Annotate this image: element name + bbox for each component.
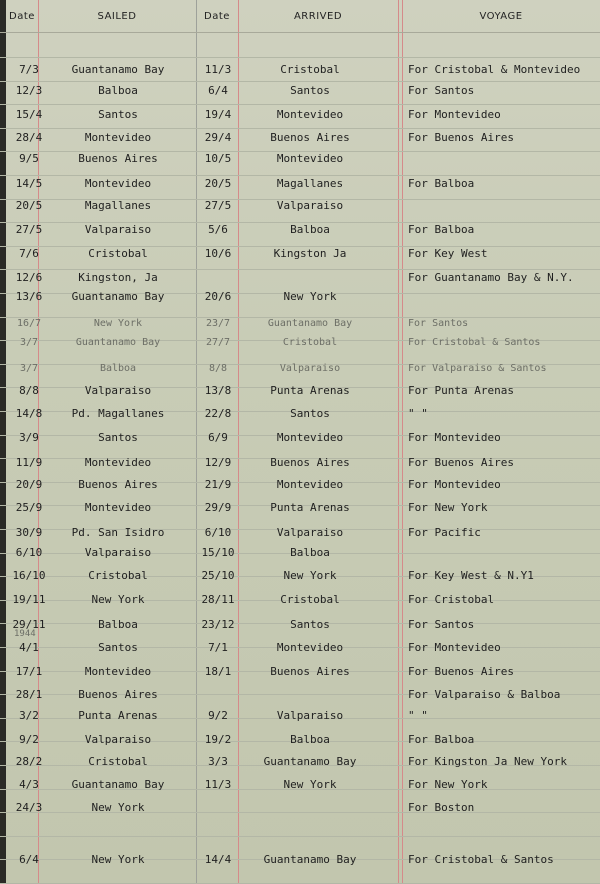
date-sailed-cell: 16/10 xyxy=(12,569,46,582)
sailed-port-cell: Valparaiso xyxy=(84,546,152,559)
date-sailed-cell: 4/1 xyxy=(19,641,39,654)
voyage-cell: For Montevideo xyxy=(408,108,501,121)
date-arrived-cell: 23/7 xyxy=(205,318,231,329)
sailed-port-cell: Balboa xyxy=(99,363,137,374)
date-sailed-cell: 15/4 xyxy=(15,108,43,121)
date-arrived-cell: 19/4 xyxy=(204,108,232,121)
voyage-cell: For Buenos Aires xyxy=(408,131,514,144)
ruled-line xyxy=(0,269,600,270)
date-arrived-cell: 22/8 xyxy=(204,407,232,420)
arrived-port-cell: Guantanamo Bay xyxy=(263,755,357,768)
arrived-port-cell: Punta Arenas xyxy=(270,384,350,397)
arrived-port-cell: Guantanamo Bay xyxy=(267,318,353,329)
sailed-port-cell: Santos xyxy=(98,431,138,444)
arrived-port-cell: Balboa xyxy=(290,733,330,746)
date-arrived-cell: 20/6 xyxy=(204,290,232,303)
arrived-port-cell: Cristobal xyxy=(280,593,340,606)
date-arrived-cell: 11/3 xyxy=(204,63,232,76)
date-sailed-cell: 13/6 xyxy=(15,290,43,303)
voyage-cell: For Cristobal xyxy=(408,593,495,606)
sailed-port-cell: Kingston, Ja xyxy=(78,271,158,284)
date-arrived-cell: 5/6 xyxy=(208,223,228,236)
date-sailed-cell: 7/3 xyxy=(19,63,39,76)
voyage-cell: For Cristobal & Santos xyxy=(408,853,554,866)
sailed-port-cell: Buenos Aires xyxy=(78,478,158,491)
arrived-port-cell: Cristobal xyxy=(280,63,340,76)
arrived-port-cell: Montevideo xyxy=(276,641,344,654)
arrived-port-cell: New York xyxy=(283,569,337,582)
voyage-cell: " " xyxy=(408,407,428,420)
date-arrived-cell: 27/7 xyxy=(205,337,231,348)
sailed-port-cell: Santos xyxy=(98,641,138,654)
date-arrived-cell: 3/3 xyxy=(208,755,228,768)
sailed-port-cell: Guantanamo Bay xyxy=(71,290,165,303)
arrived-port-cell: Magallanes xyxy=(276,177,344,190)
arrived-port-cell: Buenos Aires xyxy=(270,131,350,144)
date-arrived-cell: 18/1 xyxy=(204,665,232,678)
sailed-port-cell: Valparaiso xyxy=(84,733,152,746)
header-arrived: ARRIVED xyxy=(293,10,343,22)
voyage-cell: For Santos xyxy=(408,318,469,329)
header-rule xyxy=(0,32,600,33)
voyage-cell: For New York xyxy=(408,778,488,791)
voyage-cell: For Punta Arenas xyxy=(408,384,514,397)
sailed-port-cell: Cristobal xyxy=(88,247,148,260)
sailed-port-cell: New York xyxy=(91,801,145,814)
arrived-port-cell: Buenos Aires xyxy=(270,665,350,678)
arrived-port-cell: Cristobal xyxy=(282,337,338,348)
sailed-port-cell: Cristobal xyxy=(88,755,148,768)
date-sailed-cell: 3/7 xyxy=(19,337,39,348)
date-sailed-cell: 30/9 xyxy=(15,526,43,539)
date-arrived-cell: 10/5 xyxy=(204,152,232,165)
voyage-cell: For Kingston Ja New York xyxy=(408,755,567,768)
ruled-line xyxy=(0,57,600,58)
date-arrived-cell: 20/5 xyxy=(204,177,232,190)
voyage-cell: For Montevideo xyxy=(408,641,501,654)
date-sailed-cell: 20/5 xyxy=(15,199,43,212)
date-arrived-cell: 21/9 xyxy=(204,478,232,491)
sailed-port-cell: Montevideo xyxy=(84,456,152,469)
date-sailed-cell: 28/4 xyxy=(15,131,43,144)
arrived-port-cell: Balboa xyxy=(290,546,330,559)
header-date-sailed: Date xyxy=(9,10,35,22)
arrived-port-cell: Santos xyxy=(290,618,330,631)
arrived-port-cell: Santos xyxy=(290,407,330,420)
voyage-cell: For Buenos Aires xyxy=(408,456,514,469)
date-arrived-cell: 14/4 xyxy=(204,853,232,866)
date-sailed-cell: 28/1 xyxy=(15,688,43,701)
ruled-line xyxy=(0,81,600,82)
sailed-port-cell: Punta Arenas xyxy=(78,709,158,722)
arrived-port-cell: New York xyxy=(283,778,337,791)
voyage-cell: For New York xyxy=(408,501,488,514)
sailed-port-cell: Valparaiso xyxy=(84,384,152,397)
header-voyage: VOYAGE xyxy=(479,10,523,22)
date-arrived-cell: 23/12 xyxy=(201,618,235,631)
date-sailed-cell: 16/7 xyxy=(16,318,42,329)
ruled-line xyxy=(0,104,600,105)
voyage-cell: For Cristobal & Santos xyxy=(408,337,541,348)
column-divider xyxy=(402,0,403,884)
date-sailed-cell: 19/11 xyxy=(12,593,46,606)
date-sailed-cell: 25/9 xyxy=(15,501,43,514)
sailed-port-cell: New York xyxy=(91,853,145,866)
column-divider xyxy=(196,0,197,884)
arrived-port-cell: Santos xyxy=(290,84,330,97)
date-sailed-cell: 28/2 xyxy=(15,755,43,768)
voyage-cell: For Guantanamo Bay & N.Y. xyxy=(408,271,574,284)
date-arrived-cell: 7/1 xyxy=(208,641,228,654)
ruled-line xyxy=(0,836,600,837)
voyage-cell: For Cristobal & Montevideo xyxy=(408,63,581,76)
date-sailed-cell: 29/11 xyxy=(12,618,46,631)
arrived-port-cell: Valparaiso xyxy=(279,363,341,374)
ruled-line xyxy=(0,812,600,813)
date-sailed-cell: 9/5 xyxy=(19,152,39,165)
date-arrived-cell: 11/3 xyxy=(204,778,232,791)
sailed-port-cell: Balboa xyxy=(98,618,138,631)
date-sailed-cell: 3/9 xyxy=(19,431,39,444)
sailed-port-cell: Guantanamo Bay xyxy=(75,337,161,348)
date-arrived-cell: 8/8 xyxy=(208,363,228,374)
date-arrived-cell: 28/11 xyxy=(201,593,235,606)
sailed-port-cell: Montevideo xyxy=(84,665,152,678)
date-arrived-cell: 12/9 xyxy=(204,456,232,469)
arrived-port-cell: Valparaiso xyxy=(276,526,344,539)
voyage-cell: For Valparaiso & Balboa xyxy=(408,688,561,701)
date-sailed-cell: 20/9 xyxy=(15,478,43,491)
date-sailed-cell: 14/5 xyxy=(15,177,43,190)
voyage-cell: For Montevideo xyxy=(408,431,501,444)
voyage-cell: " " xyxy=(408,709,428,722)
sailed-port-cell: Buenos Aires xyxy=(78,688,158,701)
arrived-port-cell: Punta Arenas xyxy=(270,501,350,514)
date-arrived-cell: 9/2 xyxy=(208,709,228,722)
ruled-line xyxy=(0,128,600,129)
arrived-port-cell: Balboa xyxy=(290,223,330,236)
sailed-port-cell: Guantanamo Bay xyxy=(71,778,165,791)
date-sailed-cell: 6/10 xyxy=(15,546,43,559)
voyage-cell: For Buenos Aires xyxy=(408,665,514,678)
voyage-cell: For Boston xyxy=(408,801,475,814)
ruled-line xyxy=(0,175,600,176)
arrived-port-cell: Guantanamo Bay xyxy=(263,853,357,866)
binding-edge xyxy=(0,0,6,884)
sailed-port-cell: Guantanamo Bay xyxy=(71,63,165,76)
voyage-cell: For Key West xyxy=(408,247,488,260)
sailed-port-cell: Montevideo xyxy=(84,131,152,144)
sailed-port-cell: Pd. Magallanes xyxy=(71,407,165,420)
voyage-cell: For Valparaiso & Santos xyxy=(408,363,547,374)
arrived-port-cell: Buenos Aires xyxy=(270,456,350,469)
column-divider xyxy=(398,0,399,884)
arrived-port-cell: New York xyxy=(283,290,337,303)
sailed-port-cell: Santos xyxy=(98,108,138,121)
date-arrived-cell: 6/4 xyxy=(208,84,228,97)
header-date-arrived: Date xyxy=(204,10,230,22)
date-sailed-cell: 12/3 xyxy=(15,84,43,97)
date-arrived-cell: 29/4 xyxy=(204,131,232,144)
date-sailed-cell: 4/3 xyxy=(19,778,39,791)
arrived-port-cell: Valparaiso xyxy=(276,199,344,212)
arrived-port-cell: Valparaiso xyxy=(276,709,344,722)
arrived-port-cell: Montevideo xyxy=(276,108,344,121)
date-arrived-cell: 6/9 xyxy=(208,431,228,444)
date-sailed-cell: 12/6 xyxy=(15,271,43,284)
date-sailed-cell: 27/5 xyxy=(15,223,43,236)
sailed-port-cell: Pd. San Isidro xyxy=(71,526,165,539)
sailed-port-cell: New York xyxy=(91,593,145,606)
sailed-port-cell: New York xyxy=(93,318,143,329)
date-sailed-cell: 17/1 xyxy=(15,665,43,678)
date-arrived-cell: 27/5 xyxy=(204,199,232,212)
header-sailed: SAILED xyxy=(97,10,137,22)
sailed-port-cell: Montevideo xyxy=(84,501,152,514)
column-divider xyxy=(238,0,239,884)
date-sailed-cell: 24/3 xyxy=(15,801,43,814)
year-note: 1944 xyxy=(14,629,36,639)
date-sailed-cell: 3/2 xyxy=(19,709,39,722)
arrived-port-cell: Kingston Ja xyxy=(273,247,347,260)
sailed-port-cell: Buenos Aires xyxy=(78,152,158,165)
date-sailed-cell: 7/6 xyxy=(19,247,39,260)
date-sailed-cell: 8/8 xyxy=(19,384,39,397)
sailed-port-cell: Magallanes xyxy=(84,199,152,212)
date-arrived-cell: 6/10 xyxy=(204,526,232,539)
voyage-cell: For Key West & N.Y1 xyxy=(408,569,534,582)
sailed-port-cell: Balboa xyxy=(98,84,138,97)
date-sailed-cell: 14/8 xyxy=(15,407,43,420)
date-arrived-cell: 15/10 xyxy=(201,546,235,559)
date-arrived-cell: 29/9 xyxy=(204,501,232,514)
arrived-port-cell: Montevideo xyxy=(276,152,344,165)
date-sailed-cell: 9/2 xyxy=(19,733,39,746)
date-arrived-cell: 13/8 xyxy=(204,384,232,397)
date-arrived-cell: 19/2 xyxy=(204,733,232,746)
arrived-port-cell: Montevideo xyxy=(276,431,344,444)
voyage-cell: For Balboa xyxy=(408,177,475,190)
voyage-cell: For Santos xyxy=(408,84,475,97)
date-arrived-cell: 25/10 xyxy=(201,569,235,582)
sailed-port-cell: Cristobal xyxy=(88,569,148,582)
date-arrived-cell: 10/6 xyxy=(204,247,232,260)
voyage-cell: For Balboa xyxy=(408,223,475,236)
sailed-port-cell: Montevideo xyxy=(84,177,152,190)
voyage-cell: For Montevideo xyxy=(408,478,501,491)
voyage-cell: For Santos xyxy=(408,618,475,631)
date-sailed-cell: 3/7 xyxy=(19,363,39,374)
date-sailed-cell: 6/4 xyxy=(19,853,39,866)
sailed-port-cell: Valparaiso xyxy=(84,223,152,236)
voyage-cell: For Balboa xyxy=(408,733,475,746)
voyage-cell: For Pacific xyxy=(408,526,481,539)
date-sailed-cell: 11/9 xyxy=(15,456,43,469)
arrived-port-cell: Montevideo xyxy=(276,478,344,491)
